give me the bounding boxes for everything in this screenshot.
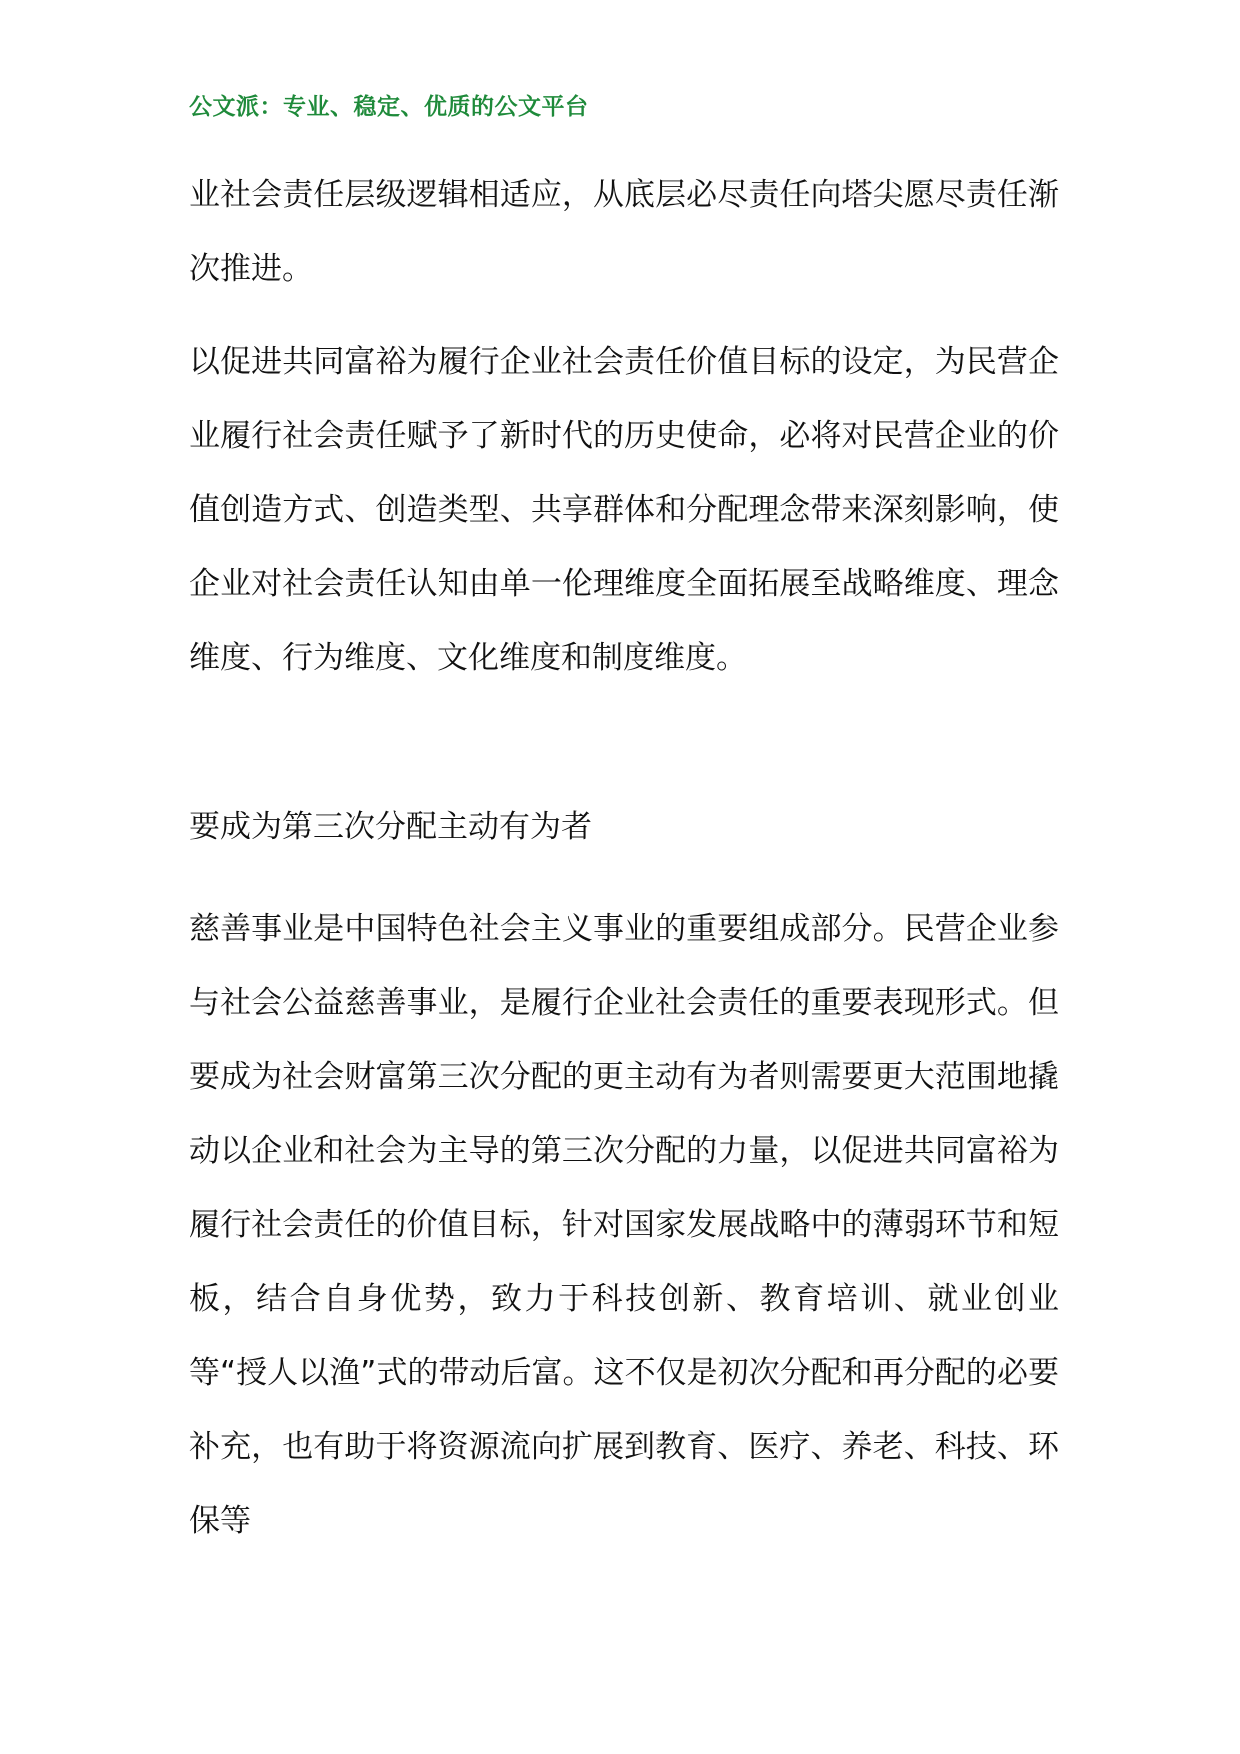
paragraph-continuation: 业社会责任层级逻辑相适应，从底层必尽责任向塔尖愿尽责任渐次推进。 — [189, 177, 1059, 287]
paragraph-common-prosperity: 以促进共同富裕为履行企业社会责任价值目标的设定，为民营企业履行社会责任赋予了新时代的历史使命，必将对民营企业的价值创造方式、创造类型、共享群体和分配理念带来深刻影响，使企业对社会责任认知由单一伦理维度全面拓展至战略维度、理念维度、行为维度、文化维度和制度维度。 — [189, 344, 1059, 676]
section-heading: 要成为第三次分配主动有为者 — [189, 809, 592, 845]
header-title: 公文派：专业、稳定、优质的公文平台 — [189, 94, 589, 120]
paragraph-charity: 慈善事业是中国特色社会主义事业的重要组成部分。民营企业参与社会公益慈善事业，是履行企业社会责任的重要表现形式。但要成为社会财富第三次分配的更主动有为者则需要更大范围地撬动以企业和社会为主导的第三次分配的力量，以促进共同富裕为履行社会责任的价值目标，针对国家发展战略中的薄弱环节和短板，结合自身优势，致力于科技创新、教育培训、就业创业等“授人以渔”式的带动后富。这不仅是初次分配和再分配的必要补充，也有助于将资源流向扩展到教育、医疗、养老、科技、环保等 — [189, 911, 1059, 1539]
